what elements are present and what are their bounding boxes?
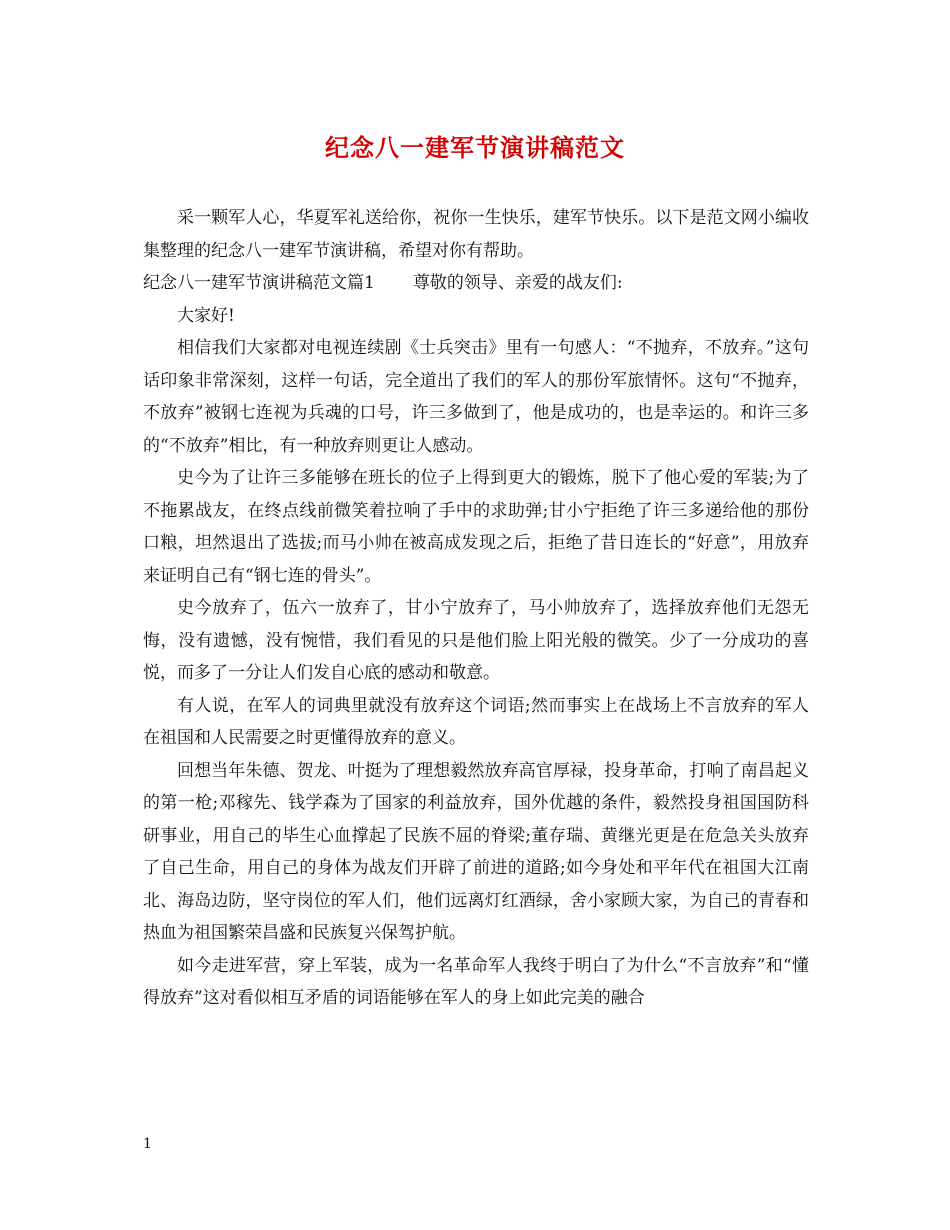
document-title: 纪念八一建军节演讲稿范文 <box>325 133 625 162</box>
body-paragraph-2: 史今为了让许三多能够在班长的位子上得到更大的锻炼，脱下了他心爱的军装;为了不拖累战友，在终点线前微笑着拉响了手中的求助弹;甘小宁拒绝了许三多递给他的那份口粮，坦然退出了选拔;而马小帅在被高成发现之后，拒绝了昔日连长的“好意”，用放弃来证明自己有“钢七连的骨头”。 <box>143 468 809 586</box>
body-paragraph-5: 回想当年朱德、贺龙、叶挺为了理想毅然放弃高官厚禄，投身革命，打响了南昌起义的第一枪;邓稼先、钱学森为了国家的利益放弃，国外优越的条件，毅然投身祖国国防科研事业，用自己的毕生心血撑起了民族不屈的脊梁;董存瑞、黄继光更是在危急关头放弃了自己生命，用自己的身体为战友们开辟了前进的道路;如今身处和平年代在祖国大江南北、海岛边防，坚守岗位的军人们，他们远离灯红酒绿，舍小家顾大家，为自己的青春和热血为祖国繁荣昌盛和民族复兴保驾护航。 <box>143 760 809 943</box>
greeting: 大家好! <box>177 305 235 326</box>
salutation: 尊敬的领导、亲爱的战友们: <box>412 273 623 293</box>
section-heading: 纪念八一建军节演讲稿范文篇1 <box>143 273 375 293</box>
intro-paragraph: 采一颗军人心，华夏军礼送给你，祝你一生快乐，建军节快乐。以下是范文网小编收集整理的纪念八一建军节演讲稿，希望对你有帮助。 <box>143 208 809 261</box>
document-body <box>143 202 809 1015</box>
body-paragraph-6: 如今走进军营，穿上军装，成为一名革命军人我终于明白了为什么“不言放弃”和“懂得放弃”这对看似相互矛盾的词语能够在军人的身上如此完美的融合 <box>143 955 809 1008</box>
body-paragraph-1: 相信我们大家都对电视连续剧《士兵突击》里有一句感人：“不抛弃，不放弃。”这句话印象非常深刻，这样一句话，完全道出了我们的军人的那份军旅情怀。这句“不抛弃，不放弃”被钢七连视为兵魂的口号，许三多做到了，他是成功的，也是幸运的。和许三多的“不放弃”相比，有一种放弃则更让人感动。 <box>143 338 809 456</box>
page-number: 1 <box>143 1136 152 1152</box>
body-paragraph-3: 史今放弃了，伍六一放弃了，甘小宁放弃了，马小帅放弃了，选择放弃他们无怨无悔，没有遗憾，没有惋惜，我们看见的只是他们脸上阳光般的微笑。少了一分成功的喜悦，而多了一分让人们发自心底的感动和敬意。 <box>143 598 809 683</box>
section-heading-line <box>143 267 809 300</box>
body-paragraph-4: 有人说，在军人的词典里就没有放弃这个词语;然而事实上在战场上不言放弃的军人在祖国和人民需要之时更懂得放弃的意义。 <box>143 695 809 748</box>
